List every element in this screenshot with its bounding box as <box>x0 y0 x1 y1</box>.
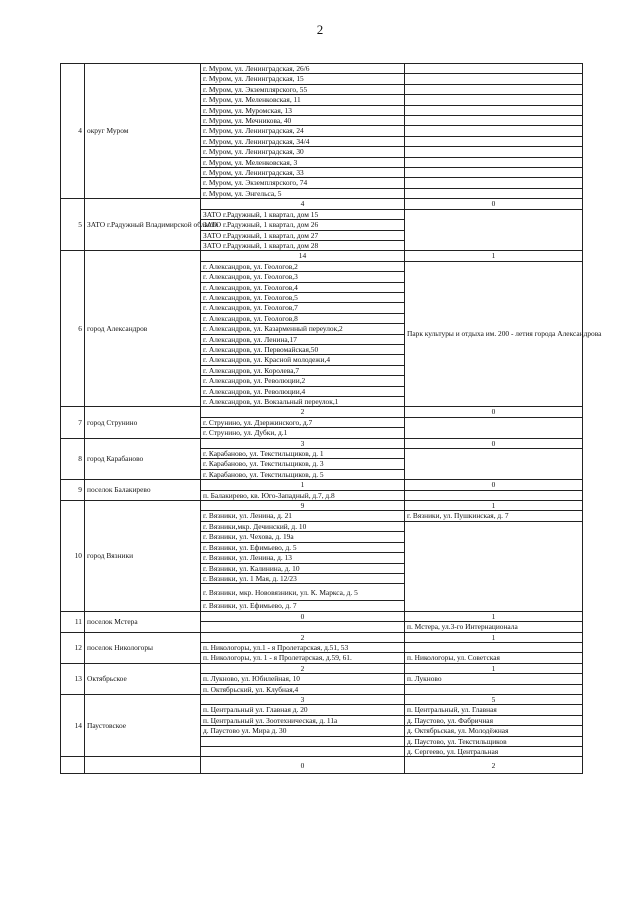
address-cell: ЗАТО г.Радужный, 1 квартал, дом 15 <box>201 209 405 219</box>
address-cell: г. Александров, ул. Геологов,2 <box>201 261 405 271</box>
table-row <box>61 694 583 704</box>
park-cell <box>405 188 583 198</box>
park-cell <box>405 84 583 94</box>
address-cell: г. Карабаново, ул. Текстильщиков, д. 3 <box>201 459 405 469</box>
address-cell: г. Муром, ул. Ленинградская, 34/4 <box>201 136 405 146</box>
park-cell <box>405 209 583 251</box>
address-cell: г. Вязники, ул. Калинина, д. 10 <box>201 563 405 573</box>
address-cell: г. Муром, ул. Экземплярского, 74 <box>201 178 405 188</box>
park-cell <box>405 147 583 157</box>
park-cell <box>405 168 583 178</box>
park-cell <box>405 105 583 115</box>
address-count: 4 <box>201 199 405 209</box>
park-cell: д. Сергеево, ул. Центральная <box>405 747 583 757</box>
row-number: 7 <box>61 407 85 438</box>
municipality-name: город Вязники <box>85 501 201 612</box>
address-cell: ЗАТО г.Радужный, 1 квартал, дом 26 <box>201 220 405 230</box>
address-cell: г. Вязники,мкр. Дечинский, д. 10 <box>201 521 405 531</box>
address-cell: п. Балакирево, кв. Юго-Западный, д.7, д.8 <box>201 490 405 500</box>
address-count: 2 <box>201 407 405 417</box>
address-cell <box>201 736 405 746</box>
address-cell: г. Вязники, мкр. Нововязники, ул. К. Маркса, д. 5 <box>201 584 405 601</box>
address-cell: п. Лукново, ул. Юбилейная, 10 <box>201 674 405 684</box>
row-number: 9 <box>61 480 85 501</box>
park-count: 0 <box>405 438 583 448</box>
park-cell <box>405 684 583 694</box>
municipality-name: Паустовское <box>85 694 201 756</box>
address-cell: п. Центральный ул. Зоотехническая, д. 11а <box>201 715 405 725</box>
address-count: 1 <box>201 480 405 490</box>
table-row <box>61 611 583 621</box>
address-cell: г. Муром, ул. Ленинградская, 26/6 <box>201 64 405 74</box>
address-cell: г. Муром, ул. Мечникова, 40 <box>201 116 405 126</box>
address-cell: г. Карабаново, ул. Текстильщиков, д. 5 <box>201 469 405 479</box>
municipality-name: округ Муром <box>85 64 201 199</box>
park-count: 0 <box>405 407 583 417</box>
table-row <box>61 64 583 74</box>
park-cell: п. Мстера, ул.3-го Интернационала <box>405 622 583 632</box>
address-cell: п. Октябрьский, ул. Клубная,4 <box>201 684 405 694</box>
park-cell: д. Паустово, ул. Текстильщиков <box>405 736 583 746</box>
address-cell: г. Муром, ул. Муромская, 13 <box>201 105 405 115</box>
row-number: 14 <box>61 694 85 756</box>
address-cell: ЗАТО г.Радужный, 1 квартал, дом 27 <box>201 230 405 240</box>
park-count: 0 <box>405 199 583 209</box>
park-cell <box>405 642 583 652</box>
address-cell: г. Александров, ул. Первомайская,50 <box>201 344 405 354</box>
park-cell <box>405 116 583 126</box>
address-cell: г. Вязники, ул. Ленина, д. 13 <box>201 553 405 563</box>
municipality-name: город Струнино <box>85 407 201 438</box>
address-cell: г. Александров, ул. Геологов,5 <box>201 292 405 302</box>
address-cell: г. Александров, ул. Казарменный переулок,2 <box>201 324 405 334</box>
address-cell: г. Вязники, ул. Чехова, д. 19а <box>201 532 405 542</box>
territory-table <box>60 63 602 774</box>
address-cell: г. Александров, ул. Геологов,3 <box>201 272 405 282</box>
address-cell <box>201 747 405 757</box>
park-cell <box>405 136 583 146</box>
address-cell: г. Муром, ул. Меленковская, 11 <box>201 95 405 105</box>
row-number: 12 <box>61 632 85 663</box>
address-cell: п. Никологоры, ул.1 - я Пролетарская, д.51, 53 <box>201 642 405 652</box>
address-cell: г. Муром, ул. Ленинградская, 30 <box>201 147 405 157</box>
municipality-name: город Александров <box>85 251 201 407</box>
address-count: 3 <box>201 694 405 704</box>
park-cell <box>405 490 583 500</box>
address-count: 0 <box>201 757 405 774</box>
address-cell: г. Муром, ул. Экземплярского, 55 <box>201 84 405 94</box>
table-row <box>61 438 583 448</box>
address-cell: г. Муром, ул. Ленинградская, 24 <box>201 126 405 136</box>
row-number <box>61 757 85 774</box>
row-number: 4 <box>61 64 85 199</box>
address-cell: п. Центральный ул. Главная д. 20 <box>201 705 405 715</box>
address-cell: п. Никологоры, ул. 1 - я Пролетарская, д.59, 61. <box>201 653 405 663</box>
municipality-name: город Карабаново <box>85 438 201 480</box>
park-count: 1 <box>405 251 583 261</box>
address-cell: г. Александров, ул. Королева,7 <box>201 365 405 375</box>
address-cell: г. Карабаново, ул. Текстильщиков, д. 1 <box>201 449 405 459</box>
address-cell: д. Паустово ул. Мира д. 30 <box>201 726 405 736</box>
park-cell: г. Вязники, ул. Пушкинская, д. 7 <box>405 511 583 521</box>
municipality-name: ЗАТО г.Радужный Владимирской области <box>85 199 201 251</box>
address-count: 2 <box>201 632 405 642</box>
park-cell <box>405 417 583 438</box>
park-count: 5 <box>405 694 583 704</box>
row-number: 10 <box>61 501 85 612</box>
table-row <box>61 407 583 417</box>
address-cell: г. Муром, ул. Ленинградская, 15 <box>201 74 405 84</box>
park-cell: д. Октябрьская, ул. Молодёжная <box>405 726 583 736</box>
address-cell <box>201 622 405 632</box>
park-cell <box>405 126 583 136</box>
park-cell <box>405 74 583 84</box>
table-row <box>61 663 583 673</box>
park-cell: п. Лукново <box>405 674 583 684</box>
address-count: 3 <box>201 438 405 448</box>
address-cell: г. Струнино, ул. Дзержинского, д.7 <box>201 417 405 427</box>
address-cell: г. Александров, ул. Геологов,4 <box>201 282 405 292</box>
park-count: 0 <box>405 480 583 490</box>
park-cell <box>405 157 583 167</box>
park-cell <box>405 178 583 188</box>
table-row <box>61 480 583 490</box>
municipality-name: поселок Балакирево <box>85 480 201 501</box>
table-row <box>61 757 583 774</box>
row-number: 5 <box>61 199 85 251</box>
park-cell <box>405 449 583 480</box>
park-cell: д. Паустово, ул. Фабричная <box>405 715 583 725</box>
address-cell: г. Александров, ул. Вокзальный переулок,1 <box>201 397 405 407</box>
address-cell: г. Струнино, ул. Дубки, д.1 <box>201 428 405 438</box>
row-number: 11 <box>61 611 85 632</box>
park-count: 1 <box>405 663 583 673</box>
row-number: 8 <box>61 438 85 480</box>
address-cell: ЗАТО г.Радужный, 1 квартал, дом 28 <box>201 240 405 250</box>
table-row <box>61 251 583 261</box>
address-cell: г. Вязники, ул. 1 Мая, д. 12/23 <box>201 573 405 583</box>
park-cell <box>405 64 583 74</box>
municipality-name: Октябрьское <box>85 663 201 694</box>
park-cell <box>405 95 583 105</box>
row-number: 6 <box>61 251 85 407</box>
address-count: 2 <box>201 663 405 673</box>
address-cell: г. Вязники, ул. Ленина, д. 21 <box>201 511 405 521</box>
table-row <box>61 199 583 209</box>
municipality-name: поселок Мстера <box>85 611 201 632</box>
page-number: 2 <box>316 22 324 37</box>
park-count: 1 <box>405 611 583 621</box>
table-row <box>61 501 583 511</box>
park-count: 2 <box>405 757 583 774</box>
municipality-name <box>85 757 201 774</box>
address-cell: г. Муром, ул. Меленковская, 3 <box>201 157 405 167</box>
address-count: 9 <box>201 501 405 511</box>
park-cell <box>405 521 583 611</box>
address-cell: г. Александров, ул. Красной молодежи,4 <box>201 355 405 365</box>
address-count: 0 <box>201 611 405 621</box>
address-cell: г. Александров, ул. Геологов,8 <box>201 313 405 323</box>
park-count: 1 <box>405 501 583 511</box>
park-cell: п. Никологоры, ул. Советская <box>405 653 583 663</box>
address-count: 14 <box>201 251 405 261</box>
address-cell: г. Александров, ул. Геологов,7 <box>201 303 405 313</box>
park-cell: п. Центральный, ул. Главная <box>405 705 583 715</box>
table-row <box>61 632 583 642</box>
address-cell: г. Вязники, ул. Ефимьево, д. 7 <box>201 601 405 611</box>
address-cell: г. Муром, ул. Энгельса, 5 <box>201 188 405 198</box>
row-number: 13 <box>61 663 85 694</box>
address-cell: г. Александров, ул. Ленина,17 <box>201 334 405 344</box>
municipality-name: поселок Никологоры <box>85 632 201 663</box>
park-count: 1 <box>405 632 583 642</box>
address-cell: г. Александров, ул. Революции,2 <box>201 376 405 386</box>
address-cell: г. Александров, ул. Революции,4 <box>201 386 405 396</box>
address-cell: г. Вязники, ул. Ефимьево, д. 5 <box>201 542 405 552</box>
address-cell: г. Муром, ул. Ленинградская, 33 <box>201 168 405 178</box>
park-name: Парк культуры и отдыха им. 200 - летия города Александрова <box>405 261 583 407</box>
